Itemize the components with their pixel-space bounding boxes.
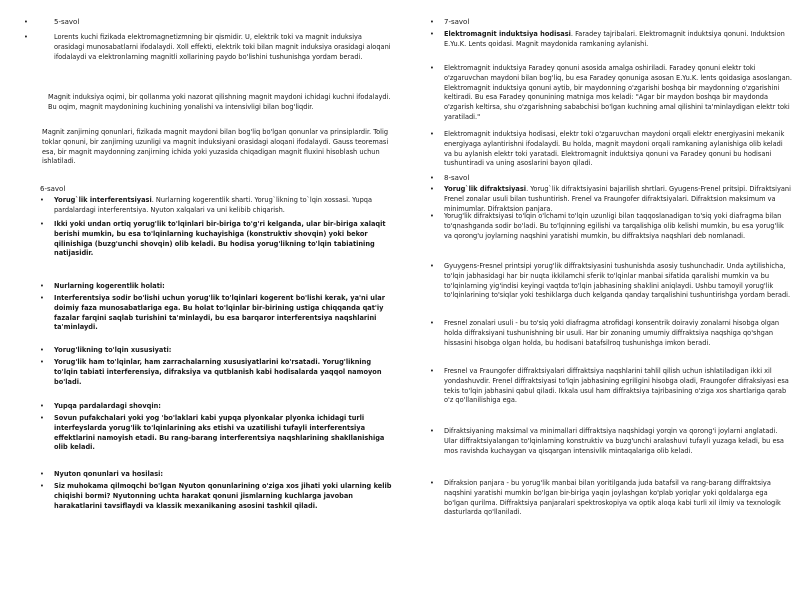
q6-item-1-text: . Nurlarning kogerentlik sharti. Yorug`likning to`lqin xossasi. Yupqa pardalardagi interferentsiya. Nyuton xalqalari va uni kelibib chiqarish. <box>54 196 373 214</box>
q5-paragraph-2: Magnit induksiya oqimi, bir qollanma yoki nazorat qilishning magnit maydoni ichidagi kuchni ifodalaydi. Bu oqim, magnit maydonining kuchining yonalishi va intensivligi bilan bog'liqdir. <box>48 93 391 111</box>
q8-item-6: Difraktsiyaning maksimal va minimallari diffraktsiya naqshidagi yorqin va qorong'i joylarni anglatadi. Ular diffraktsiyalangan to'lqinlarning konstruktiv va buzg'unchi aralashuvi tufayli yuzaga keladi, bu esa mos ravishda kuchaygan va qisqargan intensivlik mintaqalariga olib keladi. <box>444 427 784 455</box>
bullet: • <box>430 64 434 72</box>
question-5-heading: 5-savol <box>54 18 80 26</box>
bullet: • <box>40 470 44 478</box>
q8-item-4: Fresnel zonalari usuli - bu to'siq yoki diafragma atrofidagi konsentrik doiraviy zonalarni hisobga olgan holda diffraksiyani tushunishning bir usuli. Har bir zonaning umumiy diffraktsiya naqshiga qo'shgan hissasini hisobga olgan holda, bu hodisani batafsilroq tushunishga imkon beradi. <box>444 319 780 347</box>
bullet: • <box>40 346 44 354</box>
q8-item-7: Difraksion panjara - bu yorug'lik manbai bilan yoritilganda juda batafsil va rang-barang diffraktsiya naqshini yaratishi mumkin bo'lgan bir-biriga yaqin joylashgan ko'plab yoriqlar yoki qoldalarga ega bo'lgan qurilma. Diffraktsiya panjaralari spektroskopiya va optik aloqa kabi turli xil ilmiy va texnologik dasturlarda qo'llaniladi. <box>444 479 781 517</box>
bullet: • <box>40 220 44 228</box>
q8-item-5: Fresnel va Fraungofer diffraktsiyalari diffraktsiya naqshlarini tahlil qilish uchun ishlatiladigan ikki xil yondashuvdir. Frenel diffraktsiyasi to'lqin jabhasining egriligini hisobga oladi, Fraungofer difraksiyasi esa tekis to'lqin jabhasini qabul qiladi. Ikkala usul ham diffraktsiya tajribasining o'ziga xos shartlariga qarab o'z qo'llanilishiga ega. <box>444 367 789 405</box>
bullet: • <box>40 196 44 204</box>
q6-item-4: Interferentsiya sodir bo'lishi uchun yorug'lik to'lqinlari kogerent bo'lishi kerak, ya'ni ular doimiy faza munosabatlariga ega. Bu holat to'lqinlar bir-birining ustiga chiqqanda qat'iy fazalar farqini saqlab turishini ta'minlaydi, bu esa barqaror interferentsiya naqshlarini ta'minlaydi. <box>54 294 385 332</box>
bullet: • <box>430 130 434 138</box>
q6-item-3-title: Nurlarning kogerentlik holati: <box>54 282 165 290</box>
q7-item-3: Elektromagnit induktsiya hodisasi, elektr toki o'zgaruvchan maydoni orqali elektr energiyasini mekanik energiyaga aylantirishni ifodalaydi. Bu holda, magnit maydoni orqali ramkaning aylanishiga olib keladi va bu aylanish elektr toki yaratadi. Elektromagnit induktsiya qonuni va Faradey qonuni bu hodisani tushuntiradi va uning asoslarini bayon qiladi. <box>444 130 785 168</box>
q5-paragraph-1: Lorents kuchi fizikada elektromagnetizmning bir qismidir. U, elektrik toki va magnit induksiya orasidagi munosabatlarni ifodalaydi. Xoll effekti, elektrik toki bilan magnit induksiya orasidagi aloqani ifodalaydi va elektronlarning magnitli xollarining paydo bo'lishini tushunishga yordam beradi. <box>54 33 391 61</box>
q7-item-1-text: . Faradey tajribalari. Elektromagnit induktsiya qonuni. Induktsion E.Yu.K. Lents qoidasi. Magnit maydonida ramkaning aylanishi. <box>444 30 785 48</box>
q6-item-10: Siz muhokama qilmoqchi bo'lgan Nyuton qonunlarining o'ziga xos jihati yoki ularning kelib chiqishi bormi? Nyutonning uchta harakat qonuni jismlarning kuchlarga javoban harakatlarini tavsiflaydi va klassik mexanikaning asosini tashkil qiladi. <box>54 482 392 510</box>
bullet: • <box>24 33 28 41</box>
bullet: • <box>430 18 434 26</box>
bullet: • <box>430 212 434 220</box>
bullet: • <box>40 482 44 490</box>
q6-item-5-title: Yorug'likning to'lqin xususiyati: <box>54 346 172 354</box>
question-6-heading: 6-savol <box>40 185 66 193</box>
q8-item-1 <box>444 185 792 214</box>
bullet: • <box>430 174 434 182</box>
q7-item-1-title: Elektromagnit induktsiya hodisasi <box>444 30 571 38</box>
bullet: • <box>430 319 434 327</box>
question-8-heading: 8-savol <box>444 174 470 182</box>
question-7-heading: 7-savol <box>444 18 470 26</box>
bullet: • <box>430 367 434 375</box>
q8-item-1-text: . Yorug`lik difraktsiyasini bajarilish shrtlari. Gyugens-Frenel pritsipi. Difraktsiyani Frenel zonalar usuli bilan tushuntirish. Frenel va Fraungofer difraktsiyalari. Difraktsion maksimum va minimumlar. Difraktsion panjara. <box>444 185 791 213</box>
q5-paragraph-3: Magnit zanjirning qonunlari, fizikada magnit maydoni bilan bog'liq bo'lgan qonunlar va prinsiplardir. Tolig toklar qonuni, bir zanjirning uzunligi va magnit induksiyani orasidagi aloqani ifodalaydi. Gauss teoremasi esa, bir magnit maydonning zanjirning ichida yoki yuzasida chiqadigan magnit fluxini hisoblash uchun ishlatiladi. <box>42 128 389 166</box>
q6-item-1-title: Yorug`lik interferentsiyasi <box>54 196 152 204</box>
bullet: • <box>430 30 434 38</box>
q7-item-1 <box>444 30 792 50</box>
bullet: • <box>40 358 44 366</box>
q8-item-3: Gyuygens-Fresnel printsipi yorug'lik diffraktsiyasini tushunishda asosiy tushunchadir. Unda aytilishicha, to'lqin jabhasidagi har bir nuqta ikkilamchi sferik to'lqinlar manbai sifatida qaralishi mumkin va bu to'lqinlarning yig'indisi keyingi vaqtda to'lqin jabhasining shaklini aniqlaydi. Ushbu tamoyil yorug'lik to'lqinlarining to'siqlar yoki teshiklarga duch kelganda qanday tarqalishini tushuntirishga yordam beradi. <box>444 262 791 300</box>
q8-item-1-title: Yorug`lik difraktsiyasi <box>444 185 527 193</box>
q6-item-1 <box>54 196 392 216</box>
q7-item-2: Elektromagnit induktsiya Faradey qonuni asosida amalga oshiriladi. Faradey qonuni elektr toki o'zgaruvchan maydoni bilan bog'liq, bu esa Faradey qonuniga asosan E.Yu.K. lents qoidasiga asoslangan. Elektromagnit induktsiya qonuni aytib, bir maydonning o'zgarishi boshqa bir maydonning o'zgarishini keltiradi. Bu esa Faradey qonunining matniga mos keladi: "Agar bir maydon boshqa bir maydonda o'zgarish keltirsa, shu o'zgarishning sababchisi bo'lgan kuchning amal qilishini ta'minlaydigan elektr toki yaratiladi." <box>444 64 792 121</box>
bullet: • <box>430 427 434 435</box>
q6-item-2: Ikki yoki undan ortiq yorug'lik to'lqinlari bir-biriga to'g'ri kelganda, ular bir-biriga xalaqit berishi mumkin, bu esa to'lqinlarning kuchayishiga (konstruktiv shovqin) yoki bekor qilinishiga (buzg'unchi shovqin) olib keladi. Bu hodisa yorug'likning to'lqin tabiatining natijasidir. <box>54 220 386 258</box>
q6-item-8: Sovun pufakchalari yoki yog 'bo'laklari kabi yupqa plyonkalar plyonka ichidagi turli interfeyslarda yorug'lik to'lqinlarining aks etishi va uzatilishi tufayli interferentsiya effektlarini namoyish etadi. Bu rang-barang interferentsiya naqshlarining shakllanishiga olib keladi. <box>54 414 385 452</box>
bullet: • <box>40 294 44 302</box>
bullet: • <box>40 402 44 410</box>
bullet: • <box>430 262 434 270</box>
bullet: • <box>40 282 44 290</box>
q6-item-6: Yorug'lik ham to'lqinlar, ham zarrachalarning xususiyatlarini ko'rsatadi. Yorug'likning to'lqin tabiati interferensiya, difraksiya va qutblanish kabi hodisalarda yaqqol namoyon bo'ladi. <box>54 358 382 386</box>
bullet: • <box>40 414 44 422</box>
bullet: • <box>430 185 434 193</box>
q6-item-9-title: Nyuton qonunlari va hosilasi: <box>54 470 164 478</box>
bullet: • <box>430 479 434 487</box>
bullet: • <box>24 18 28 26</box>
q6-item-7-title: Yupqa pardalardagi shovqin: <box>54 402 161 410</box>
q8-item-2: Yorug'lik difraktsiyasi to'lqin o'lchami to'lqin uzunligi bilan taqqoslanadigan to'siq yoki diafragma bilan to'qnashganda sodir bo'ladi. Bu to'lqinning egilishi va tarqalishiga olib kelishi mumkin, bu esa yorug'lik va qorong'u joylarning naqshini yaratishi mumkin, bu diffraktsiya naqshlari deb nomlanadi. <box>444 212 784 240</box>
